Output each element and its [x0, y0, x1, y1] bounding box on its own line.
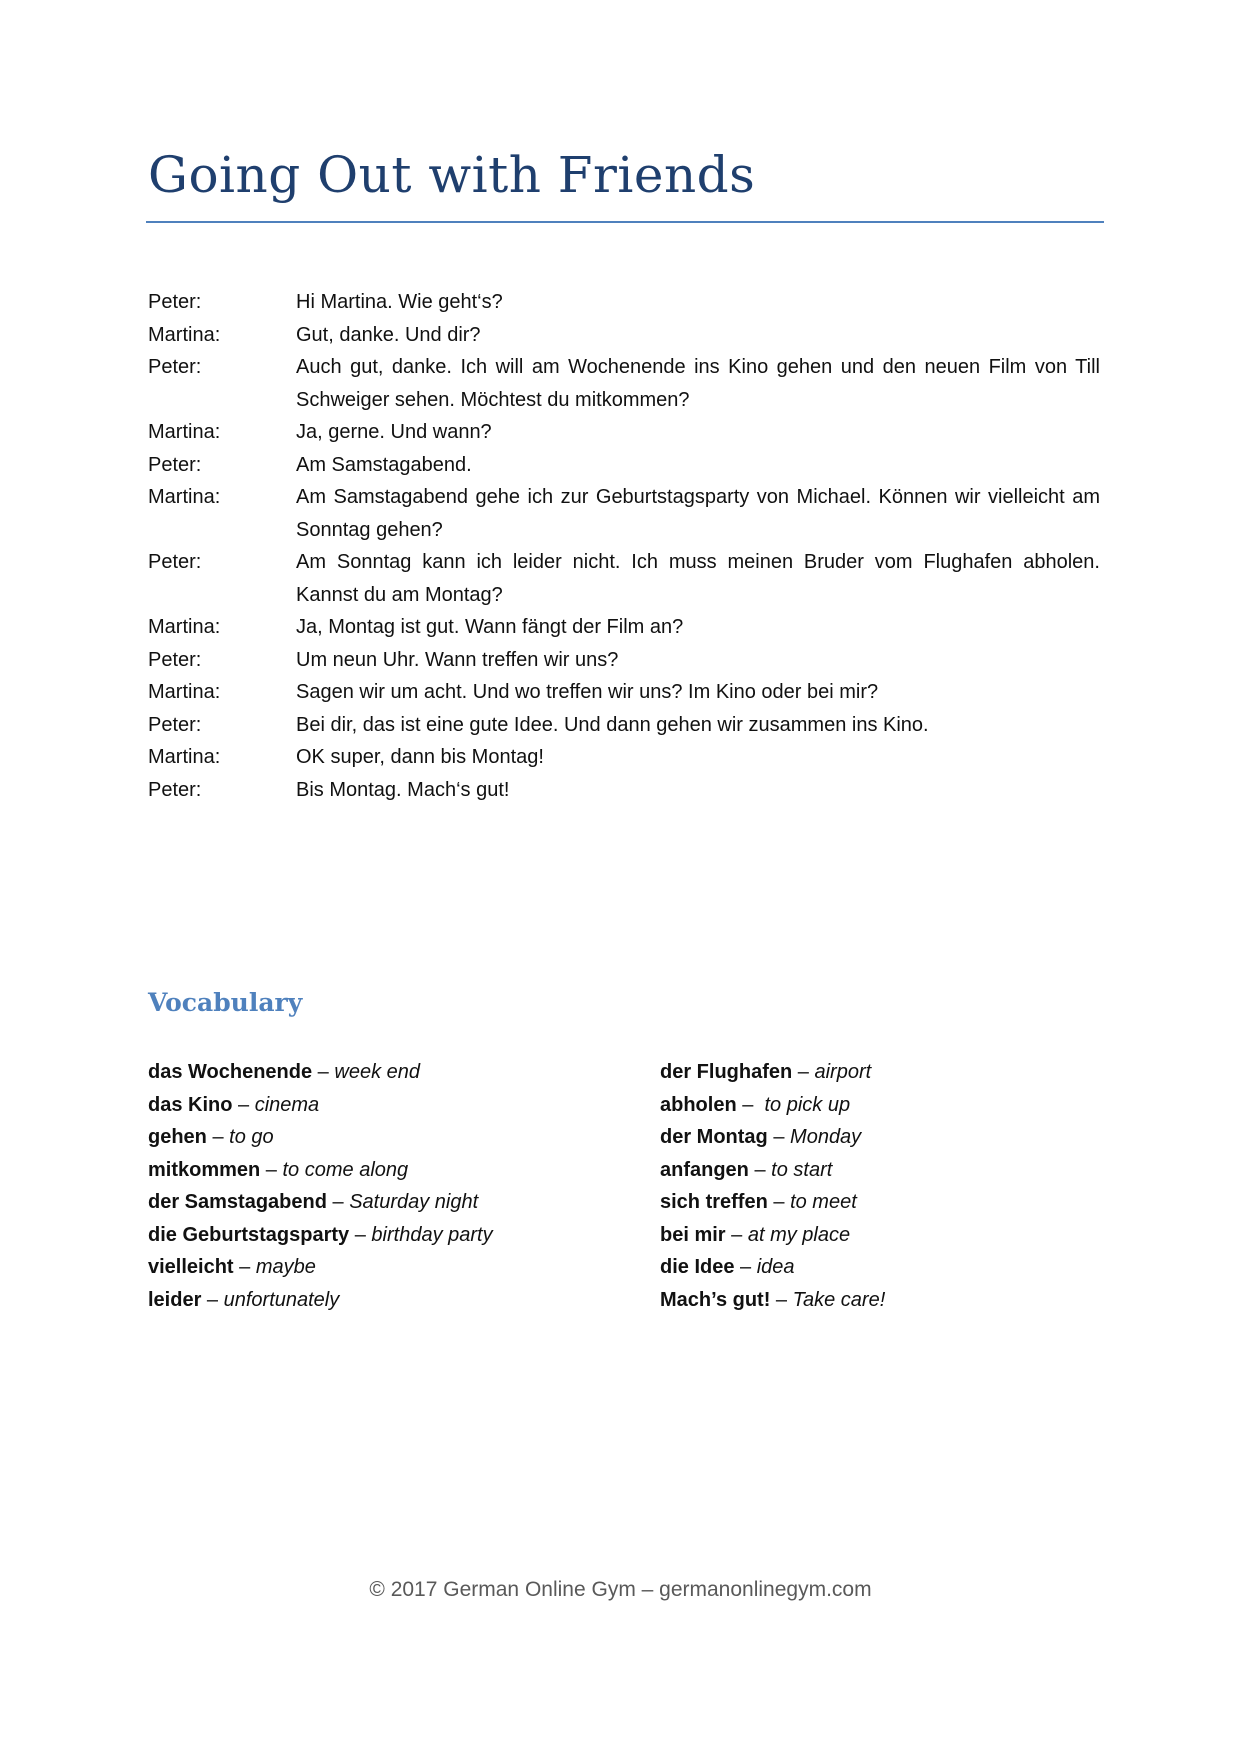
vocabulary-item: [148, 1121, 493, 1154]
speech-text: Am Samstagabend.: [296, 453, 472, 476]
speech-text: OK super, dann bis Montag!: [296, 746, 544, 768]
speech-text: Ja, gerne. Und wann?: [296, 421, 492, 443]
german-term: die Geburtstagsparty: [148, 1223, 350, 1246]
english-translation: at my place: [747, 1223, 851, 1246]
speech-text: Auch gut, danke. Ich will am Wochenende ins Kino gehen und den neuen Film von Till Schweiger sehen. Möchtest du mitkommen?: [296, 356, 1100, 411]
german-term: gehen: [148, 1126, 207, 1148]
dialogue-line: [148, 676, 1100, 709]
german-term: vielleicht: [148, 1256, 234, 1278]
term-separator: –: [767, 1191, 791, 1213]
german-term: bei mir: [660, 1223, 726, 1246]
dialogue-line: [148, 644, 1100, 677]
vocabulary-item: [660, 1089, 885, 1122]
english-translation: birthday party: [371, 1223, 493, 1246]
german-term: Mach’s gut!: [660, 1288, 771, 1311]
vocabulary-item: [660, 1284, 885, 1317]
english-translation: Take care!: [792, 1288, 886, 1311]
german-term: der Montag: [660, 1126, 768, 1148]
vocabulary-item: [148, 1284, 493, 1317]
german-term: der Flughafen: [660, 1061, 793, 1083]
speaker-label: Martina:: [148, 486, 221, 508]
term-separator: –: [232, 1093, 255, 1116]
vocabulary-item: [660, 1121, 885, 1154]
english-translation: cinema: [254, 1093, 320, 1116]
dialogue-line: [148, 709, 1100, 742]
english-translation: Monday: [790, 1126, 862, 1148]
speech-text: Bei dir, das ist eine gute Idee. Und dann gehen wir zusammen ins Kino.: [296, 713, 929, 736]
speaker-label: Peter:: [148, 291, 202, 313]
term-separator: –: [748, 1158, 772, 1181]
english-translation: to start: [771, 1158, 833, 1181]
dialogue-line: [148, 546, 1100, 611]
speech-text: Ja, Montag ist gut. Wann fängt der Film an?: [296, 616, 684, 638]
dialogue-line: [148, 319, 1100, 352]
english-translation: airport: [814, 1061, 872, 1083]
speaker-label: Peter:: [148, 713, 202, 736]
speaker-label: Peter:: [148, 648, 202, 671]
dialogue-line: [148, 449, 1100, 482]
english-translation: unfortunately: [223, 1288, 340, 1311]
vocabulary-item: [148, 1219, 493, 1252]
german-term: die Idee: [660, 1256, 735, 1278]
english-translation: to pick up: [764, 1093, 851, 1116]
term-separator: –: [201, 1288, 224, 1311]
dialogue-line: [148, 416, 1100, 449]
speaker-label: Martina:: [148, 681, 221, 703]
dialogue-line: [148, 351, 1100, 416]
term-separator: –: [233, 1256, 256, 1278]
speaker-label: Peter:: [148, 453, 202, 476]
vocabulary-item: [660, 1186, 885, 1219]
speech-text: Am Sonntag kann ich leider nicht. Ich muss meinen Bruder vom Flughafen abholen. Kannst du am Montag?: [296, 551, 1100, 606]
term-separator: –: [725, 1223, 748, 1246]
page-title: Going Out with Friends: [148, 146, 756, 204]
term-separator: –: [349, 1223, 372, 1246]
speaker-label: Peter:: [148, 356, 202, 378]
term-separator: –: [206, 1126, 230, 1148]
speaker-label: Peter:: [148, 551, 202, 573]
german-term: das Wochenende: [148, 1061, 313, 1083]
dialogue-line: [148, 774, 1100, 807]
term-separator: –: [767, 1126, 791, 1148]
speaker-label: Martina:: [148, 323, 221, 346]
vocabulary-item: [660, 1154, 885, 1187]
speaker-label: Peter:: [148, 778, 202, 801]
german-term: anfangen: [660, 1158, 749, 1181]
german-term: sich treffen: [660, 1191, 768, 1213]
vocabulary-item: [148, 1186, 493, 1219]
term-separator: –: [312, 1061, 335, 1083]
term-separator: –: [770, 1288, 793, 1311]
speech-text: Gut, danke. Und dir?: [296, 323, 481, 346]
speech-text: Hi Martina. Wie geht‘s?: [296, 291, 503, 313]
vocabulary-list-left: [148, 1056, 493, 1316]
title-underline: [146, 221, 1104, 223]
dialogue-line: [148, 741, 1100, 774]
german-term: mitkommen: [148, 1158, 261, 1181]
vocabulary-item: [148, 1089, 493, 1122]
term-separator: –: [792, 1061, 815, 1083]
vocabulary-item: [148, 1251, 493, 1284]
term-separator: –: [260, 1158, 283, 1181]
vocabulary-item: [660, 1056, 885, 1089]
speech-text: Bis Montag. Mach‘s gut!: [296, 778, 510, 801]
speaker-label: Martina:: [148, 421, 221, 443]
vocabulary-item: [660, 1251, 885, 1284]
vocabulary-item: [660, 1219, 885, 1252]
dialogue-line: [148, 611, 1100, 644]
german-term: der Samstagabend: [148, 1191, 327, 1213]
english-translation: maybe: [255, 1256, 316, 1278]
term-separator: –: [734, 1256, 757, 1278]
english-translation: to meet: [790, 1191, 857, 1213]
german-term: abholen: [660, 1093, 737, 1116]
speaker-label: Martina:: [148, 746, 221, 768]
vocabulary-item: [148, 1056, 493, 1089]
english-translation: week end: [334, 1061, 420, 1083]
english-translation: to come along: [282, 1158, 409, 1181]
dialogue-line: [148, 286, 1100, 319]
term-separator: –: [736, 1093, 765, 1116]
english-translation: Saturday night: [349, 1191, 479, 1213]
dialogue-line: [148, 481, 1100, 546]
german-term: das Kino: [148, 1093, 233, 1116]
english-translation: to go: [229, 1126, 274, 1148]
german-term: leider: [148, 1288, 202, 1311]
term-separator: –: [326, 1191, 350, 1213]
page-footer: © 2017 German Online Gym – germanonlinegym.com: [369, 1578, 872, 1601]
english-translation: idea: [756, 1256, 795, 1278]
dialogue: [148, 286, 1100, 806]
vocabulary-heading: Vocabulary: [148, 988, 303, 1017]
speech-text: Sagen wir um acht. Und wo treffen wir uns? Im Kino oder bei mir?: [296, 681, 879, 703]
speech-text: Um neun Uhr. Wann treffen wir uns?: [296, 648, 619, 671]
speech-text: Am Samstagabend gehe ich zur Geburtstagsparty von Michael. Können wir vielleicht am Sonntag gehen?: [296, 486, 1100, 541]
speaker-label: Martina:: [148, 616, 221, 638]
vocabulary-item: [148, 1154, 493, 1187]
vocabulary-list-right: [660, 1056, 885, 1316]
